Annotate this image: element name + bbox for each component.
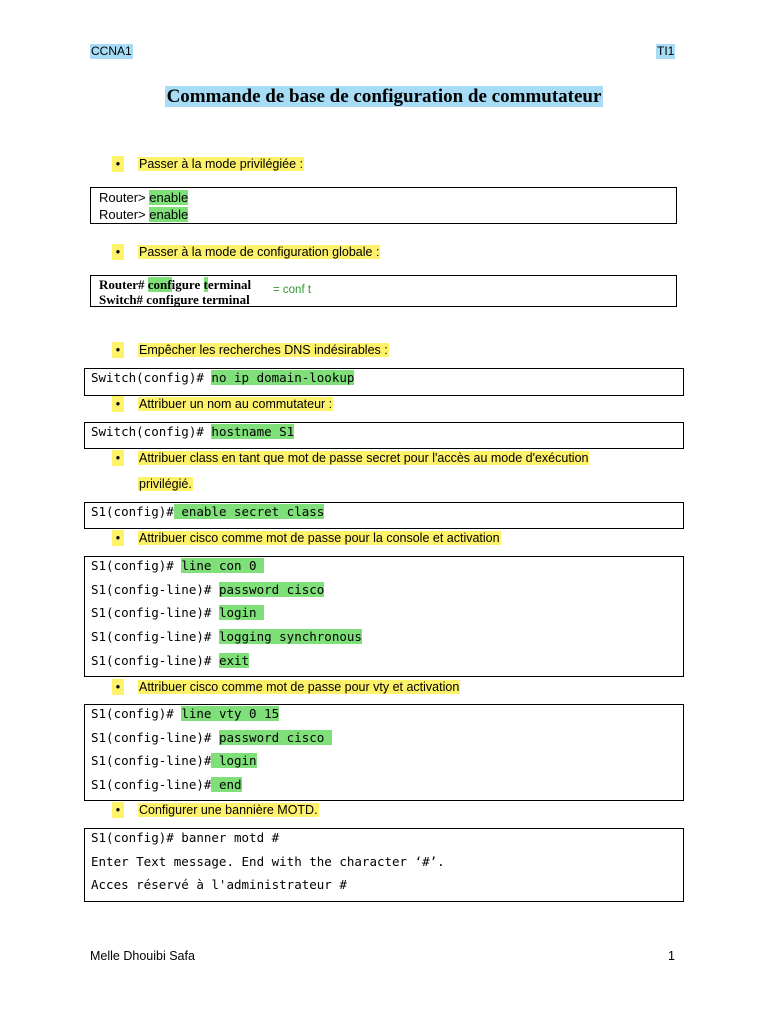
code-line: S1(config-line)# exit bbox=[91, 653, 250, 668]
code-line: S1(config)# line vty 0 15 bbox=[91, 706, 280, 721]
header-course: CCNA1 bbox=[91, 44, 132, 58]
code-line: Router> enable bbox=[99, 207, 189, 222]
bullet-dot-icon: • bbox=[112, 244, 124, 260]
code-line: Switch(config)# hostname S1 bbox=[91, 424, 295, 439]
code-line: Acces réservé à l'administrateur # bbox=[91, 877, 347, 892]
code-line: S1(config)# enable secret class bbox=[91, 504, 325, 519]
code-line: Enter Text message. End with the character ‘#’. bbox=[91, 854, 445, 869]
bullet-dot-icon: • bbox=[112, 530, 124, 546]
code-box-vty bbox=[84, 704, 684, 801]
code-line: S1(config-line)# logging synchronous bbox=[91, 629, 362, 644]
code-box-console bbox=[84, 556, 684, 677]
code-box-hostname bbox=[84, 422, 684, 449]
bullet-dot-icon: • bbox=[112, 802, 124, 818]
header-class: TI1 bbox=[657, 44, 675, 58]
code-box-motd bbox=[84, 828, 684, 902]
bullet-dot-icon: • bbox=[112, 342, 124, 358]
page-number: 1 bbox=[668, 949, 675, 963]
code-box-secret bbox=[84, 502, 684, 529]
bullet-dot-icon: • bbox=[112, 679, 124, 695]
shortcut-note: = conf t bbox=[273, 284, 312, 296]
footer-author: Melle Dhouibi Safa bbox=[90, 949, 195, 963]
bullet-dot-icon: • bbox=[112, 450, 124, 466]
code-line: S1(config-line)# login bbox=[91, 753, 257, 768]
code-box-global bbox=[90, 275, 677, 307]
code-line: S1(config)# line con 0 bbox=[91, 558, 265, 573]
page-title: Commande de base de configuration de commutateur bbox=[166, 86, 602, 107]
code-box-privileged bbox=[90, 187, 677, 224]
bullet-dot-icon: • bbox=[112, 396, 124, 412]
code-line: Router# configure terminal bbox=[99, 277, 252, 292]
code-line: Router> enable bbox=[99, 190, 189, 205]
code-box-dns bbox=[84, 368, 684, 396]
code-line: S1(config-line)# password cisco bbox=[91, 582, 325, 597]
code-line: S1(config-line)# password cisco bbox=[91, 730, 332, 745]
bullet-dot-icon: • bbox=[112, 156, 124, 172]
code-line: S1(config-line)# end bbox=[91, 777, 242, 792]
code-line: S1(config-line)# login bbox=[91, 605, 265, 620]
code-line: S1(config)# banner motd # bbox=[91, 830, 280, 845]
code-line: Switch# configure terminal bbox=[99, 292, 250, 307]
code-line: Switch(config)# no ip domain-lookup bbox=[91, 370, 355, 385]
